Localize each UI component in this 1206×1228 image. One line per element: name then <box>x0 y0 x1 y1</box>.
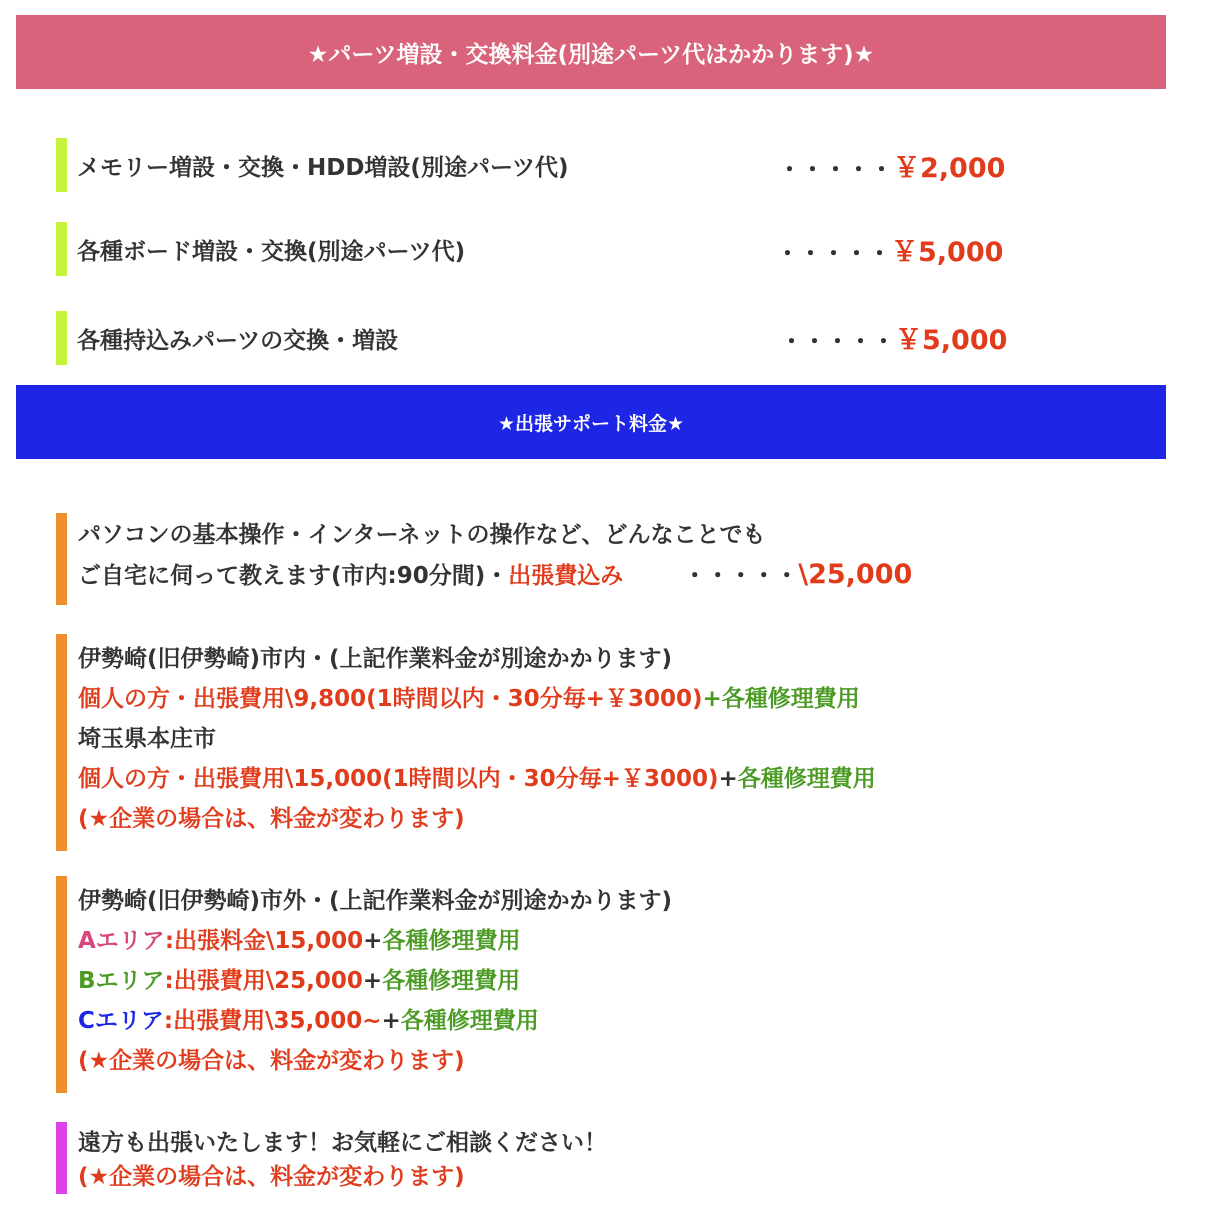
leader-dots: ・・・・・ <box>778 157 893 183</box>
support-basic-travel-included: 出張費込み <box>508 563 624 589</box>
parts-fee-banner-title: ★パーツ増設・交換料金(別途パーツ代はかかります)★ <box>307 41 875 68</box>
leader-dots: ・・・・・ <box>776 241 891 267</box>
plus-sign: + <box>362 968 383 994</box>
isesaki-city-title: 伊勢崎(旧伊勢崎)市内・(上記作業料金が別途かかります) <box>78 646 673 672</box>
leader-dots: ・・・・・ <box>780 329 895 355</box>
price: ￥5,000 <box>891 237 1004 268</box>
remote-line1: 遠方も出張いたします！お気軽にご相談ください！ <box>78 1130 607 1156</box>
price: \25,000 <box>798 559 913 590</box>
area-a-fee <box>78 921 672 961</box>
leader-dots: ・・・・・ <box>683 563 799 589</box>
area-a-fee-text: :出張料金\15,000 <box>164 928 364 954</box>
isesaki-city-fee <box>78 679 876 719</box>
honjo-fee-text: 個人の方・出張費用\15,000(1時間以内・30分毎+￥3000) <box>78 766 719 792</box>
support-basic-line1: パソコンの基本操作・インターネットの操作など、どんなことでも <box>78 522 766 548</box>
area-b-name: Bエリア <box>78 968 165 994</box>
remote-block <box>56 1122 607 1194</box>
repair-fee-text: 各種修理費用 <box>382 968 521 994</box>
support-basic-block <box>56 513 912 605</box>
parts-row-memory <box>56 138 569 192</box>
isesaki-city-fee-text: 個人の方・出張費用\9,800(1時間以内・30分毎+￥3000) <box>78 686 703 712</box>
parts-row-price-bring-in <box>780 318 1007 357</box>
support-fee-banner <box>16 385 1166 459</box>
honjo-fee <box>78 759 876 799</box>
plus-sign: + <box>718 766 738 792</box>
support-basic-line2 <box>78 555 912 595</box>
honjo-title: 埼玉県本庄市 <box>78 726 216 752</box>
parts-row-bring-in <box>56 311 398 365</box>
plus-sign: + <box>363 928 383 954</box>
parts-row-board <box>56 222 465 276</box>
support-basic-line2-main: ご自宅に伺って教えます(市内:90分間)・ <box>78 563 509 589</box>
parts-fee-banner <box>16 15 1166 89</box>
parts-row-label: 各種持込みパーツの交換・増設 <box>77 327 399 354</box>
parts-row-price-memory <box>778 146 1005 185</box>
corporate-note: (★企業の場合は、料金が変わります) <box>78 806 465 832</box>
parts-row-label: 各種ボード増設・交換(別途パーツ代) <box>77 238 466 265</box>
area-c-fee <box>78 1001 672 1041</box>
isesaki-outside-block <box>56 876 672 1093</box>
repair-fee-text: 各種修理費用 <box>400 1008 539 1034</box>
area-a-name: Aエリア <box>78 928 165 954</box>
isesaki-outside-title: 伊勢崎(旧伊勢崎)市外・(上記作業料金が別途かかります) <box>78 888 673 914</box>
repair-fee-text: +各種修理費用 <box>702 686 860 712</box>
parts-row-label: メモリー増設・交換・HDD増設(別途パーツ代) <box>77 154 569 181</box>
parts-row-price-board <box>776 230 1003 269</box>
support-fee-banner-title: ★出張サポート料金★ <box>497 412 685 435</box>
area-b-fee-text: :出張費用\25,000 <box>164 968 363 994</box>
area-c-fee-text: :出張費用\35,000~ <box>163 1008 382 1034</box>
price: ￥5,000 <box>895 325 1008 356</box>
area-b-fee <box>78 961 672 1001</box>
area-c-name: Cエリア <box>78 1008 164 1034</box>
repair-fee-text: 各種修理費用 <box>382 928 521 954</box>
isesaki-city-block <box>56 634 876 851</box>
repair-fee-text: 各種修理費用 <box>737 766 876 792</box>
corporate-note: (★企業の場合は、料金が変わります) <box>78 1048 465 1074</box>
plus-sign: + <box>381 1008 401 1034</box>
price: ￥2,000 <box>893 153 1006 184</box>
corporate-note: (★企業の場合は、料金が変わります) <box>78 1164 465 1190</box>
